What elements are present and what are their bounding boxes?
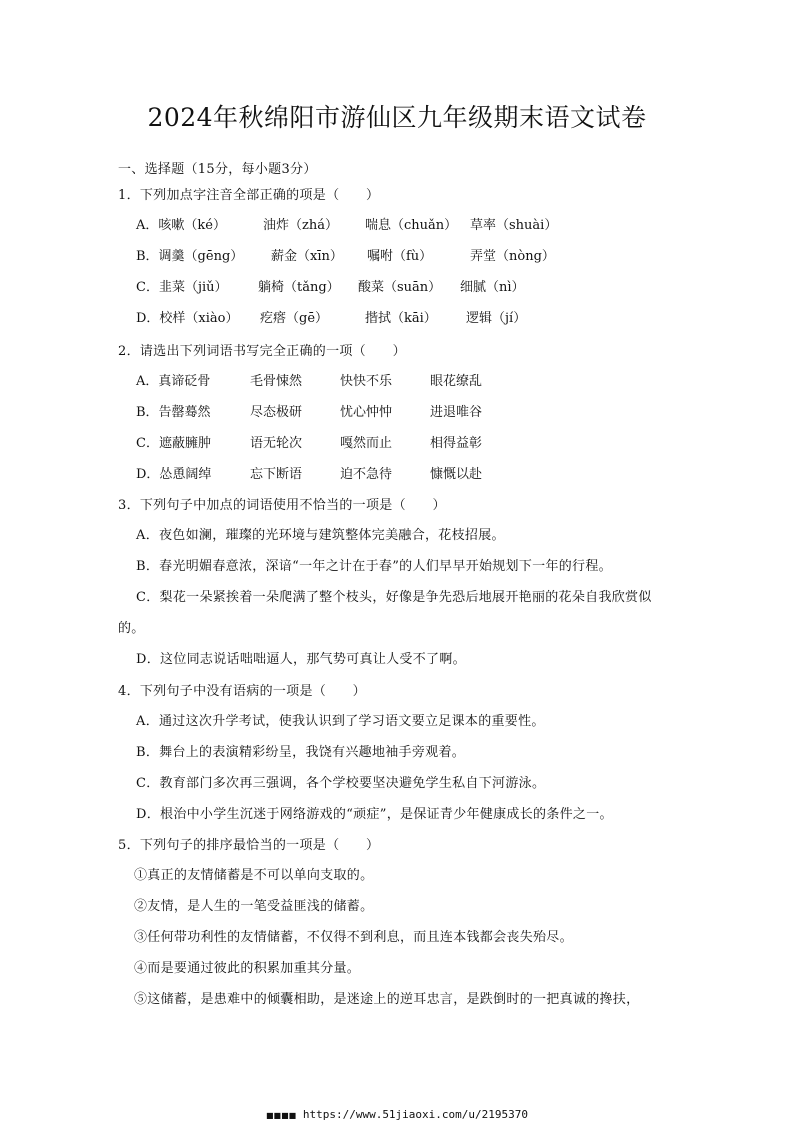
q2-option-a-1: A．真谛砭骨 xyxy=(136,374,211,389)
q2-option-b-3: 忧心忡忡 xyxy=(340,405,393,420)
q5-sentence-3: ③任何带功利性的友情储蓄，不仅得不到利息，而且连本钱都会丧失殆尽。 xyxy=(134,930,573,945)
q3-option-b: B．春光明媚春意浓，深谙“一年之计在于春”的人们早早开始规划下一年的行程。 xyxy=(136,559,612,574)
q2-option-a-3: 快快不乐 xyxy=(340,374,393,389)
q3-option-d: D．这位同志说话咄咄逼人，那气势可真让人受不了啊。 xyxy=(136,652,466,667)
q1-option-c-3: 酸菜（suān） xyxy=(358,280,442,295)
q1-option-c-4: 细腻（nì） xyxy=(460,280,525,295)
q1-option-d-4: 逻辑（jí） xyxy=(466,311,527,326)
q1-option-b-1: B．调羹（gēng） xyxy=(136,249,244,264)
q1-option-a-1: A．咳嗽（ké） xyxy=(136,218,226,233)
q2-option-d-1: D．怂恿阔绰 xyxy=(136,467,212,482)
q4-option-d: D．根治中小学生沉迷于网络游戏的“顽症”，是保证青少年健康成长的条件之一。 xyxy=(136,807,613,822)
q1-option-b-3: 嘱咐（fù） xyxy=(367,249,433,264)
q1-option-d-1: D．校样（xiào） xyxy=(136,311,239,326)
q3-option-c: C．梨花一朵紧挨着一朵爬满了整个枝头，好像是争先恐后地展开艳丽的花朵自我欣赏似 xyxy=(136,590,652,605)
q5-stem: 5．下列句子的排序最恰当的一项是（ ） xyxy=(118,838,380,853)
q1-option-a-4: 草率（shuài） xyxy=(470,218,558,233)
q2-option-c-4: 相得益彰 xyxy=(430,436,483,451)
q1-option-a-3: 喘息（chuǎn） xyxy=(365,218,458,233)
footer-url[interactable]: https://www.51jiaoxi.com/u/2195370 xyxy=(302,1108,529,1121)
q2-option-b-4: 进退唯谷 xyxy=(430,405,483,420)
q4-stem: 4．下列句子中没有语病的一项是（ ） xyxy=(118,684,366,699)
page-title: 2024年秋绵阳市游仙区九年级期末语文试卷 xyxy=(147,103,647,132)
q2-option-b-1: B．告罄蓦然 xyxy=(136,405,211,420)
q2-option-b-2: 尽态极研 xyxy=(250,405,303,420)
q2-option-a-2: 毛骨悚然 xyxy=(250,374,303,389)
q1-option-c-2: 躺椅（tǎng） xyxy=(258,280,340,295)
q2-option-d-4: 慷慨以赴 xyxy=(430,467,483,482)
q5-sentence-2: ②友情，是人生的一笔受益匪浅的储蓄。 xyxy=(134,899,374,914)
q4-option-c: C．教育部门多次再三强调，各个学校要坚决避免学生私自下河游泳。 xyxy=(136,776,546,791)
q4-option-a: A．通过这次升学考试，使我认识到了学习语文要立足课本的重要性。 xyxy=(136,714,545,729)
q5-sentence-4: ④而是要通过彼此的积累加重其分量。 xyxy=(134,961,361,976)
q4-option-b: B．舞台上的表演精彩纷呈，我饶有兴趣地袖手旁观着。 xyxy=(136,745,466,760)
q2-option-a-4: 眼花缭乱 xyxy=(430,374,483,389)
q2-stem: 2．请选出下列词语书写完全正确的一项（ ） xyxy=(118,344,406,359)
q2-option-d-2: 忘下断语 xyxy=(250,467,303,482)
site-logo: ■■■■ xyxy=(265,1111,297,1120)
q5-sentence-1: ①真正的友情储蓄是不可以单向支取的。 xyxy=(134,868,374,883)
section-heading: 一、选择题（15分，每小题3分） xyxy=(118,162,317,177)
q1-option-b-4: 弄堂（nòng） xyxy=(470,249,555,264)
q2-option-c-1: C．遮蔽臃肿 xyxy=(136,436,211,451)
q1-option-b-2: 薪金（xīn） xyxy=(271,249,343,264)
q2-option-d-3: 迫不急待 xyxy=(340,467,393,482)
q3-option-c-continued: 的。 xyxy=(118,621,145,636)
q1-option-d-2: 疙瘩（gē） xyxy=(260,311,329,326)
q5-sentence-5: ⑤这储蓄，是患难中的倾囊相助，是迷途上的逆耳忠言，是跌倒时的一把真诚的搀扶， xyxy=(134,992,640,1007)
q2-option-c-2: 语无轮次 xyxy=(250,436,303,451)
q1-option-c-1: C．韭菜（jiǔ） xyxy=(136,280,228,295)
q1-option-d-3: 揩拭（kāi） xyxy=(365,311,437,326)
q2-option-c-3: 嘎然而止 xyxy=(340,436,393,451)
q3-stem: 3．下列句子中加点的词语使用不恰当的一项是（ ） xyxy=(118,498,446,513)
q1-option-a-2: 油炸（zhá） xyxy=(263,218,338,233)
footer-watermark xyxy=(0,1108,794,1121)
q1-stem: 1．下列加点字注音全部正确的项是（ ） xyxy=(118,188,380,203)
q3-option-a: A．夜色如澜，璀璨的光环境与建筑整体完美融合，花枝招展。 xyxy=(136,528,505,543)
